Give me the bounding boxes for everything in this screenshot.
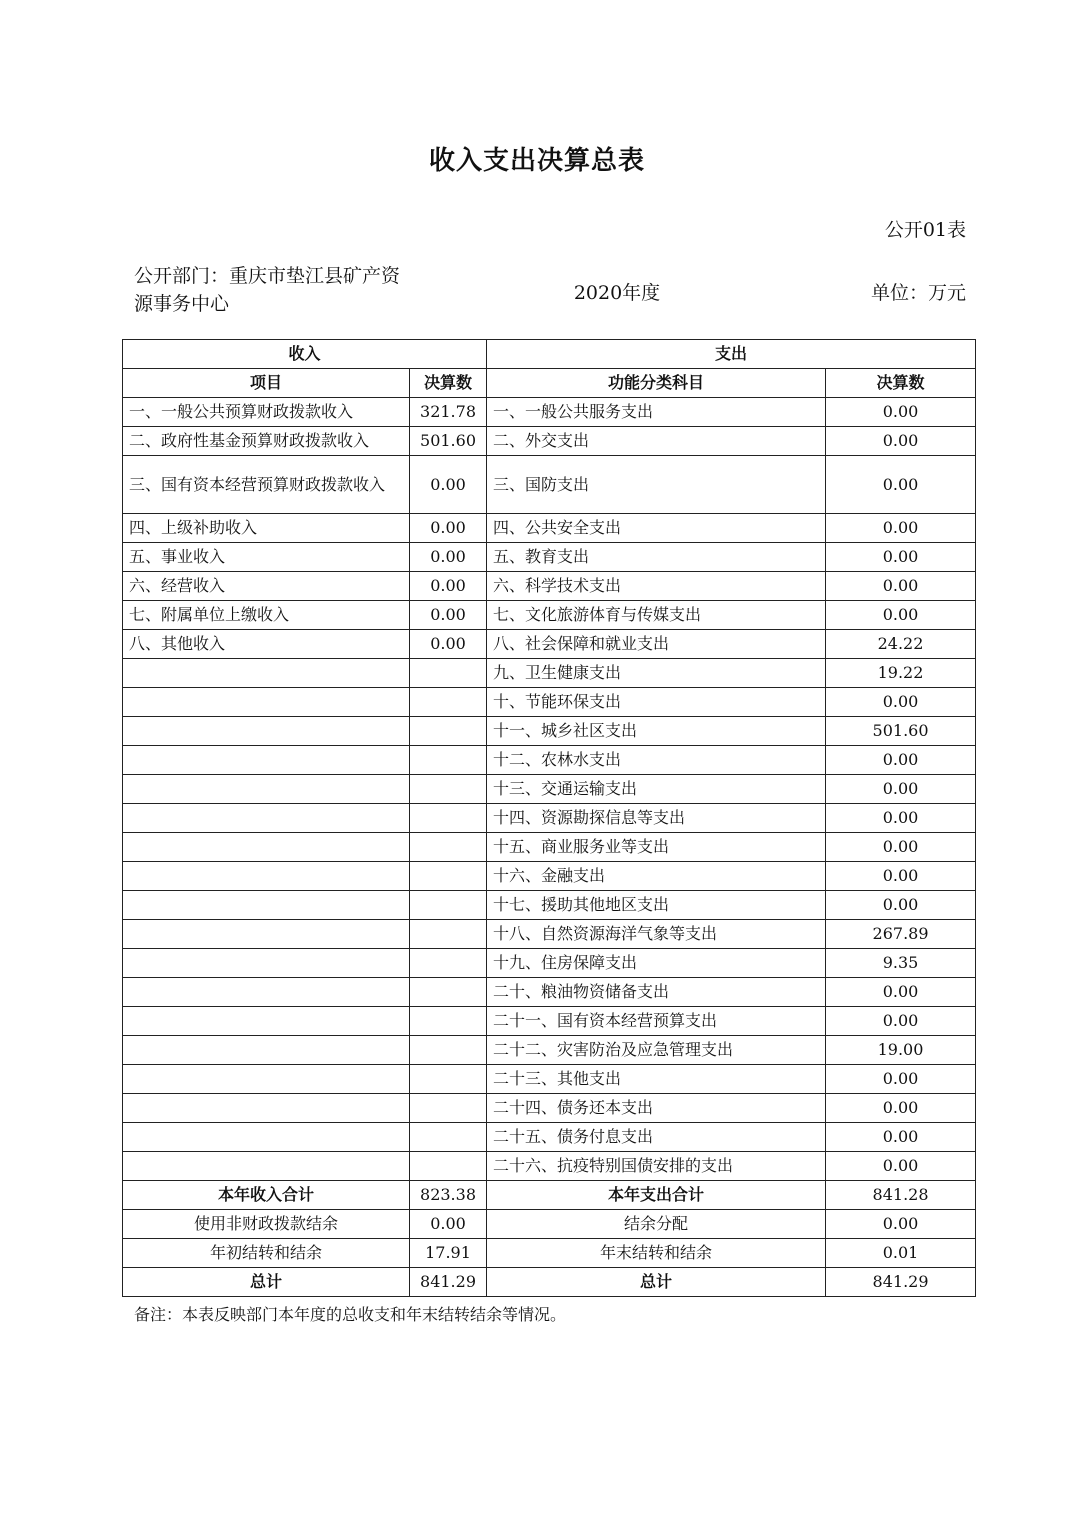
income-amount (410, 949, 487, 978)
income-amount (410, 891, 487, 920)
income-amount: 0.00 (410, 630, 487, 659)
table-row (123, 659, 976, 688)
expense-item: 十九、住房保障支出 (487, 949, 826, 978)
income-item (123, 833, 410, 862)
table-row (123, 891, 976, 920)
table-row (123, 572, 976, 601)
expense-amount: 0.00 (826, 862, 976, 891)
income-item: 六、经营收入 (123, 572, 410, 601)
income-item (123, 920, 410, 949)
expense-amount: 0.00 (826, 601, 976, 630)
table-row (123, 398, 976, 427)
expense-item: 二十五、债务付息支出 (487, 1123, 826, 1152)
form-number: 公开01表 (884, 219, 966, 241)
expense-amount: 19.00 (826, 1036, 976, 1065)
table-row (123, 920, 976, 949)
expense-item: 十四、资源勘探信息等支出 (487, 804, 826, 833)
summary-expense-amount: 841.29 (826, 1268, 976, 1297)
income-item (123, 717, 410, 746)
income-item (123, 804, 410, 833)
summary-expense-amount: 0.00 (826, 1210, 976, 1239)
summary-row (123, 1268, 976, 1297)
expense-group-header: 支出 (487, 340, 976, 369)
expense-item: 三、国防支出 (487, 456, 826, 514)
expense-item: 二十、粮油物资储备支出 (487, 978, 826, 1007)
income-amount (410, 1123, 487, 1152)
income-amount (410, 978, 487, 1007)
income-amount: 321.78 (410, 398, 487, 427)
expense-amount: 0.00 (826, 514, 976, 543)
expense-amount: 0.00 (826, 1007, 976, 1036)
income-amount (410, 1152, 487, 1181)
expense-item: 十一、城乡社区支出 (487, 717, 826, 746)
expense-item: 四、公共安全支出 (487, 514, 826, 543)
expense-item: 十八、自然资源海洋气象等支出 (487, 920, 826, 949)
expense-amount: 0.00 (826, 746, 976, 775)
expense-item: 二十一、国有资本经营预算支出 (487, 1007, 826, 1036)
summary-expense-label: 本年支出合计 (487, 1181, 826, 1210)
expense-item: 十二、农林水支出 (487, 746, 826, 775)
summary-row (123, 1239, 976, 1268)
expense-item: 九、卫生健康支出 (487, 659, 826, 688)
table-row (123, 427, 976, 456)
income-amount (410, 833, 487, 862)
income-item (123, 891, 410, 920)
expense-amount: 24.22 (826, 630, 976, 659)
table-row (123, 833, 976, 862)
income-item (123, 1036, 410, 1065)
income-item (123, 978, 410, 1007)
expense-amount: 0.00 (826, 978, 976, 1007)
table-row (123, 630, 976, 659)
income-amount (410, 1065, 487, 1094)
expense-amount: 0.00 (826, 398, 976, 427)
table-row (123, 804, 976, 833)
expense-item: 二十二、灾害防治及应急管理支出 (487, 1036, 826, 1065)
table-row (123, 601, 976, 630)
income-amount (410, 717, 487, 746)
summary-income-amount: 823.38 (410, 1181, 487, 1210)
income-amount (410, 862, 487, 891)
income-amount (410, 1007, 487, 1036)
income-item (123, 775, 410, 804)
expense-item: 十三、交通运输支出 (487, 775, 826, 804)
expense-amount: 0.00 (826, 1094, 976, 1123)
income-item: 一、一般公共预算财政拨款收入 (123, 398, 410, 427)
column-header-amount-expense: 决算数 (826, 369, 976, 398)
department-label: 公开部门：重庆市垫江县矿产资源事务中心 (134, 265, 401, 315)
summary-expense-amount: 0.01 (826, 1239, 976, 1268)
table-row (123, 717, 976, 746)
income-amount: 0.00 (410, 601, 487, 630)
income-amount (410, 688, 487, 717)
table-column-header-row (123, 369, 976, 398)
expense-item: 二、外交支出 (487, 427, 826, 456)
table-row (123, 949, 976, 978)
expense-amount: 0.00 (826, 804, 976, 833)
expense-amount: 501.60 (826, 717, 976, 746)
column-header-function: 功能分类科目 (487, 369, 826, 398)
table-row (123, 978, 976, 1007)
table-row (123, 456, 976, 514)
income-amount (410, 775, 487, 804)
income-item (123, 1123, 410, 1152)
expense-item: 十七、援助其他地区支出 (487, 891, 826, 920)
income-item (123, 688, 410, 717)
income-item (123, 659, 410, 688)
table-group-header-row (123, 340, 976, 369)
expense-item: 十、节能环保支出 (487, 688, 826, 717)
income-item (123, 1152, 410, 1181)
summary-income-label: 本年收入合计 (123, 1181, 410, 1210)
table-row (123, 746, 976, 775)
expense-item: 二十四、债务还本支出 (487, 1094, 826, 1123)
expense-amount: 0.00 (826, 1152, 976, 1181)
expense-amount: 0.00 (826, 427, 976, 456)
income-amount (410, 1094, 487, 1123)
table-row (123, 1007, 976, 1036)
income-amount: 0.00 (410, 543, 487, 572)
expense-amount: 0.00 (826, 775, 976, 804)
expense-item: 十五、商业服务业等支出 (487, 833, 826, 862)
summary-income-amount: 17.91 (410, 1239, 487, 1268)
table-row (123, 1065, 976, 1094)
income-item (123, 1065, 410, 1094)
table-row (123, 1094, 976, 1123)
summary-income-amount: 841.29 (410, 1268, 487, 1297)
expense-amount: 267.89 (826, 920, 976, 949)
income-amount (410, 659, 487, 688)
expense-amount: 0.00 (826, 891, 976, 920)
summary-expense-amount: 841.28 (826, 1181, 976, 1210)
income-amount: 0.00 (410, 514, 487, 543)
expense-item: 五、教育支出 (487, 543, 826, 572)
expense-amount: 9.35 (826, 949, 976, 978)
expense-amount: 0.00 (826, 572, 976, 601)
expense-item: 二十三、其他支出 (487, 1065, 826, 1094)
column-header-amount: 决算数 (410, 369, 487, 398)
expense-amount: 0.00 (826, 1065, 976, 1094)
summary-row (123, 1210, 976, 1239)
expense-item: 七、文化旅游体育与传媒支出 (487, 601, 826, 630)
expense-amount: 0.00 (826, 833, 976, 862)
income-item: 七、附属单位上缴收入 (123, 601, 410, 630)
income-item (123, 1007, 410, 1036)
expense-item: 二十六、抗疫特别国债安排的支出 (487, 1152, 826, 1181)
income-item: 八、其他收入 (123, 630, 410, 659)
expense-item: 六、科学技术支出 (487, 572, 826, 601)
table-row (123, 688, 976, 717)
expense-item: 十六、金融支出 (487, 862, 826, 891)
income-item (123, 746, 410, 775)
expense-amount: 0.00 (826, 543, 976, 572)
summary-income-label: 使用非财政拨款结余 (123, 1210, 410, 1239)
income-amount (410, 746, 487, 775)
income-item (123, 1094, 410, 1123)
footnote: 备注：本表反映部门本年度的总收支和年末结转结余等情况。 (134, 1305, 567, 1324)
income-amount (410, 920, 487, 949)
income-item: 四、上级补助收入 (123, 514, 410, 543)
table-row (123, 514, 976, 543)
summary-expense-label: 结余分配 (487, 1210, 826, 1239)
expense-item: 一、一般公共服务支出 (487, 398, 826, 427)
income-amount: 501.60 (410, 427, 487, 456)
expense-amount: 0.00 (826, 1123, 976, 1152)
income-amount: 0.00 (410, 456, 487, 514)
table-row (123, 543, 976, 572)
expense-item: 八、社会保障和就业支出 (487, 630, 826, 659)
table-row (123, 775, 976, 804)
income-item: 二、政府性基金预算财政拨款收入 (123, 427, 410, 456)
table-row (123, 1152, 976, 1181)
income-item (123, 862, 410, 891)
summary-income-label: 年初结转和结余 (123, 1239, 410, 1268)
table-row (123, 1123, 976, 1152)
expense-amount: 19.22 (826, 659, 976, 688)
income-item: 三、国有资本经营预算财政拨款收入 (123, 456, 410, 514)
income-expense-table (122, 339, 976, 1297)
summary-row (123, 1181, 976, 1210)
table-row (123, 1036, 976, 1065)
summary-income-label: 总计 (123, 1268, 410, 1297)
column-header-item: 项目 (123, 369, 410, 398)
table-row (123, 862, 976, 891)
fiscal-year: 2020年度 (573, 282, 661, 304)
page-title: 收入支出决算总表 (428, 146, 645, 176)
summary-expense-label: 年末结转和结余 (487, 1239, 826, 1268)
expense-amount: 0.00 (826, 456, 976, 514)
unit-label: 单位：万元 (870, 282, 966, 304)
expense-amount: 0.00 (826, 688, 976, 717)
income-amount (410, 1036, 487, 1065)
summary-expense-label: 总计 (487, 1268, 826, 1297)
income-group-header: 收入 (123, 340, 487, 369)
income-item: 五、事业收入 (123, 543, 410, 572)
income-amount: 0.00 (410, 572, 487, 601)
summary-income-amount: 0.00 (410, 1210, 487, 1239)
income-item (123, 949, 410, 978)
income-amount (410, 804, 487, 833)
